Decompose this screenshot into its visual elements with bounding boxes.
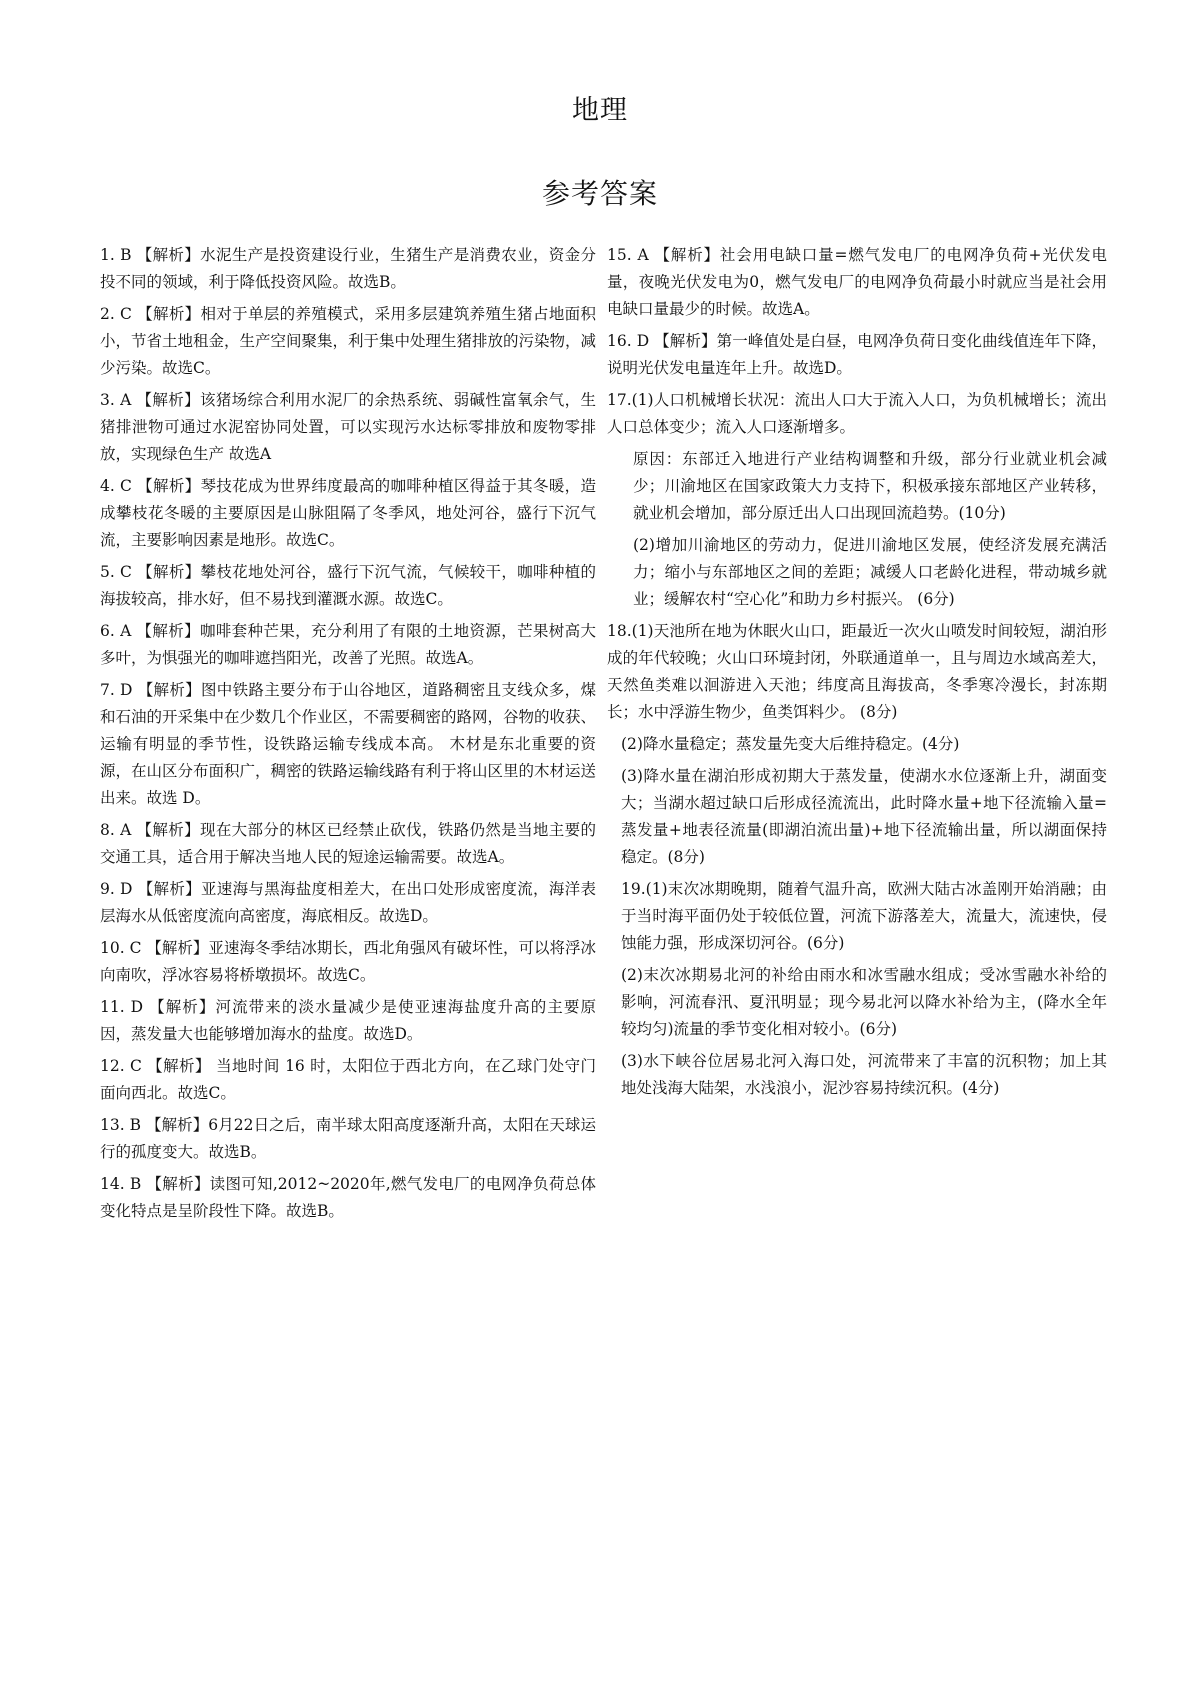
answer-item: 11. D 【解析】河流带来的淡水量减少是使亚速海盐度升高的主要原因，蒸发量大也能够增加海水的盐度。故选D。 xyxy=(100,998,596,1043)
answer-item: 15. A 【解析】社会用电缺口量=燃气发电厂的电网净负荷+光伏发电量，夜晚光伏发电为0，燃气发电厂的电网净负荷最小时就应当是社会用电缺口量最少的时候。故选A。 xyxy=(607,246,1107,318)
answer-item: (2)降水量稳定；蒸发量先变大后维持稳定。(4分) xyxy=(621,735,960,753)
answer-item: 10. C 【解析】亚速海冬季结冰期长，西北角强风有破坏性，可以将浮冰向南吹，浮冰容易将桥墩损坏。故选C。 xyxy=(100,939,596,984)
answer-item: 13. B 【解析】6月22日之后，南半球太阳高度逐渐升高，太阳在天球运行的孤度变大。故选B。 xyxy=(100,1116,596,1161)
answer-item: 19.(1)末次冰期晚期，随着气温升高，欧洲大陆古冰盖刚开始消融；由于当时海平面仍处于较低位置，河流下游落差大，流量大，流速快，侵蚀能力强，形成深切河谷。(6分) xyxy=(621,880,1107,952)
answer-item: (2)末次冰期易北河的补给由雨水和冰雪融水组成；受冰雪融水补给的影响，河流春汛、夏汛明显；现今易北河以降水补给为主，(降水全年较均匀)流量的季节变化相对较小。(6分) xyxy=(621,966,1107,1038)
answer-item: 14. B 【解析】读图可知,2012~2020年,燃气发电厂的电网净负荷总体变化特点是呈阶段性下降。故选B。 xyxy=(100,1175,596,1220)
answer-item: 6. A 【解析】咖啡套种芒果，充分利用了有限的土地资源，芒果树高大多叶，为惧强光的咖啡遮挡阳光，改善了光照。故选A。 xyxy=(100,622,596,667)
answer-item: 1. B 【解析】水泥生产是投资建设行业，生猪生产是消费农业，资金分投不同的领域，利于降低投资风险。故选B。 xyxy=(100,246,596,291)
answer-item: 12. C 【解析】 当地时间 16 时，太阳位于西北方向，在乙球门处守门面向西北。故选C。 xyxy=(100,1057,596,1102)
answer-item: 原因：东部迁入地进行产业结构调整和升级，部分行业就业机会减少；川渝地区在国家政策大力支持下，积极承接东部地区产业转移，就业机会增加，部分原迁出人口出现回流趋势。(10分) xyxy=(633,450,1107,522)
answer-item: 17.(1)人口机械增长状况：流出人口大于流入人口，为负机械增长；流出人口总体变少；流入人口逐渐增多。 xyxy=(607,391,1107,436)
answer-column-left xyxy=(100,242,596,1230)
answer-item: 4. C 【解析】琴技花成为世界纬度最高的咖啡种植区得益于其冬暖，造成攀枝花冬暖的主要原因是山脉阻隔了冬季风，地处河谷，盛行下沉气流，主要影响因素是地形。故选C。 xyxy=(100,477,596,549)
answer-item: (3)降水量在湖泊形成初期大于蒸发量，使湖水水位逐渐上升，湖面变大；当湖水超过缺口后形成径流流出，此时降水量+地下径流输入量=蒸发量+地表径流量(即湖泊流出量)+地下径流输出量，所以湖面保持稳定。(8分) xyxy=(621,767,1107,866)
answer-item: 9. D 【解析】亚速海与黑海盐度相差大，在出口处形成密度流，海洋表层海水从低密度流向高密度，海底相反。故选D。 xyxy=(100,880,596,925)
answer-item: 8. A 【解析】现在大部分的林区已经禁止砍伐，铁路仍然是当地主要的交通工具，适合用于解决当地人民的短途运输需要。故选A。 xyxy=(100,821,596,866)
answer-item: 2. C 【解析】相对于单层的养殖模式，采用多层建筑养殖生猪占地面积小，节省土地租金，生产空间聚集，利于集中处理生猪排放的污染物，减少污染。故选C。 xyxy=(100,305,597,377)
answer-item: 3. A 【解析】该猪场综合利用水泥厂的余热系统、弱碱性富氧余气，生猪排泄物可通过水泥窑协同处置，可以实现污水达标零排放和废物零排放，实现绿色生产 故选A xyxy=(100,391,596,463)
answer-item: 16. D 【解析】第一峰值处是白昼，电网净负荷日变化曲线值连年下降，说明光伏发电量连年上升。故选D。 xyxy=(607,332,1107,377)
answer-column-right xyxy=(607,242,1107,1107)
document-subtitle: 参考答案 xyxy=(541,177,658,210)
answer-item: (2)增加川渝地区的劳动力，促进川渝地区发展，使经济发展充满活力；缩小与东部地区之间的差距；减缓人口老龄化进程，带动城乡就业；缓解农村“空心化”和助力乡村振兴。 (6分) xyxy=(633,536,1107,608)
answer-item: 5. C 【解析】攀枝花地处河谷，盛行下沉气流，气候较干，咖啡种植的海拔较高，排水好，但不易找到灌溉水源。故选C。 xyxy=(100,563,596,608)
answer-item: (3)水下峡谷位居易北河入海口处，河流带来了丰富的沉积物；加上其地处浅海大陆架，水浅浪小，泥沙容易持续沉积。(4分) xyxy=(621,1052,1107,1097)
document-title: 地理 xyxy=(572,95,628,126)
answer-item: 18.(1)天池所在地为休眠火山口，距最近一次火山喷发时间较短，湖泊形成的年代较晚；火山口环境封闭，外联通道单一，且与周边水域高差大，天然鱼类难以洄游进入天池；纬度高且海拔高，冬季寒冷漫长，封冻期长；水中浮游生物少，鱼类饵料少。 (8分) xyxy=(607,622,1107,721)
answer-item: 7. D 【解析】图中铁路主要分布于山谷地区，道路稠密且支线众多，煤和石油的开采集中在少数几个作业区，不需要稠密的路网，谷物的收获、运输有明显的季节性，设铁路运输专线成本高。 木材是东北重要的资源，在山区分布面积广，稠密的铁路运输线路有利于将山区里的木材运送出来。故选 D。 xyxy=(100,681,597,807)
